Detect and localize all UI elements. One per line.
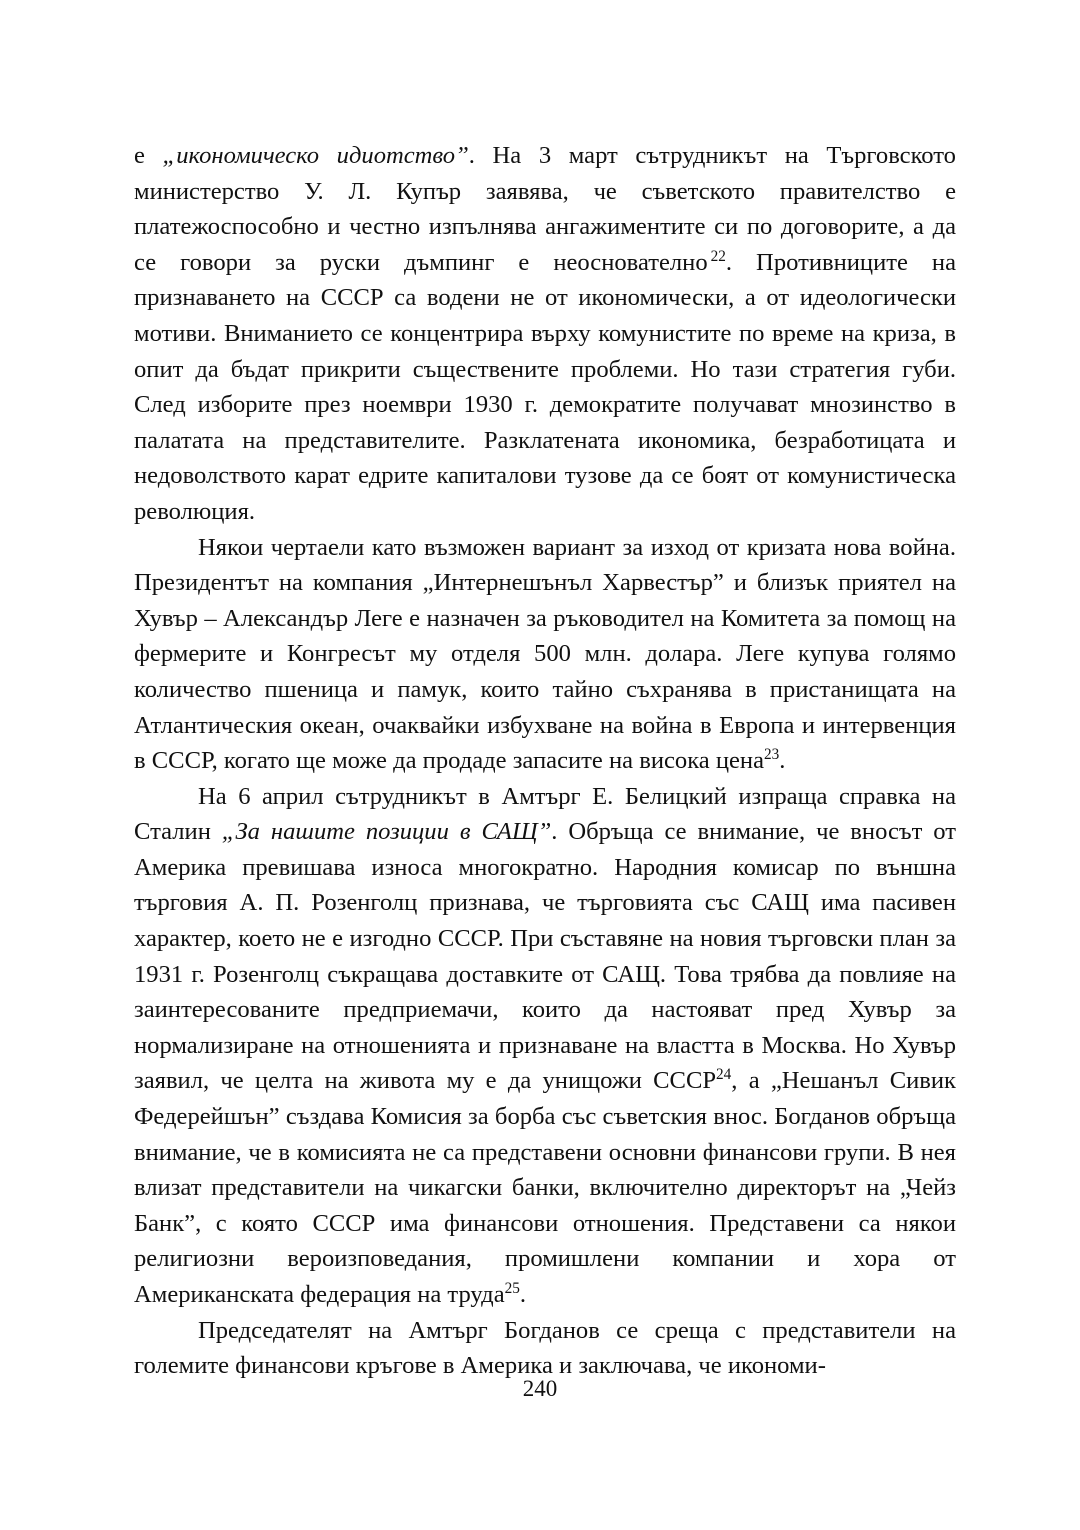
text-run: Някои чертаели като възможен вариант за изход от кризата нова война. Президентът на компания „Интернешънъл Харвестър” и близък приятел на Хувър – Александър Леге е назначен за ръководител на Комитета за помощ на фермерите и Конгресът му отделя 500 млн. долара. Леге купува голямо количество пшеница и памук, които тайно съхранява в пристанищата на Атлантическия океан, очаквайки избухване на война в Европа и интервенция в СССР, когато ще може да продаде запасите на висока цена (134, 533, 956, 775)
text-run: . Противниците на признаването на СССР са водени не от икономически, а от идеологически мотиви. Вниманието се концентрира върху комунистите по време на криза, в опит да бъдат прикрити съществените проблеми. Но тази стратегия губи. След изборите през ноември 1930 г. демократите получават мнозинство в палатата на представителите. Разклатената икономика, безработицата и недоволството карат едрите капиталови тузове да се боят от комунистическа революция. (134, 248, 956, 525)
page-body (134, 138, 956, 1384)
paragraph-4: Председателят на Амтърг Богданов се среща с представители на големите финансови кръгове в Америка и заключава, че икономи- (134, 1316, 956, 1380)
text-run: е (134, 142, 163, 169)
footnote-marker-22: 22 (710, 247, 726, 265)
footnote-marker-25: 25 (504, 1279, 520, 1297)
text-run: . (519, 1281, 527, 1308)
text-run: . На 3 март сътрудникът на Търговското министерство У. Л. Купър заявява, че съветското правителство е платежоспособно и честно изпълнява ангажиментите си по договорите, а да се говори за руски дъмпинг е неоснователно (134, 142, 956, 276)
text-run-italic: „икономическо идиотство” (162, 142, 469, 169)
paragraph-2 (134, 530, 956, 779)
paragraph-1 (134, 138, 956, 530)
text-run: На 6 април сътрудникът в Амтърг Е. Белицкий изпраща справка на Сталин (134, 782, 956, 846)
footnote-marker-23: 23 (764, 745, 780, 763)
text-run: , а „Нешанъл Сивик Федерейшън” създава Комисия за борба със съветския внос. Богданов обръща внимание, че в комисията не са представени основни финансови групи. В нея влизат представители на чикагски банки, включително директорът на „Чейз Банк”, с която СССР има финансови отношения. Представени са някои религиозни вероизповедания, промишлени компании и хора от Американската федерация на труда (134, 1067, 956, 1308)
text-run: . Обръща се внимание, че вносът от Америка превишава износа многократно. Народния комисар по външна търговия А. П. Розенголц признава, че търговията със САЩ има пасивен характер, което не е изгодно СССР. При съставяне на новия търговски план за 1931 г. Розенголц съкращава доставките от САЩ. Това трябва да повлияе на заинтересованите предприемачи, които да настояват пред Хувър за нормализиране на отношенията и признаване на властта в Москва. Но Хувър заявил, че целта на живота му е да унищожи СССР (134, 818, 957, 1095)
text-run-italic: „За нашите позиции в САЩ” (221, 818, 552, 846)
footnote-marker-24: 24 (716, 1066, 732, 1084)
text-run: . (779, 747, 786, 775)
paragraph-3 (134, 779, 956, 1313)
page-number: 240 (522, 1376, 558, 1401)
